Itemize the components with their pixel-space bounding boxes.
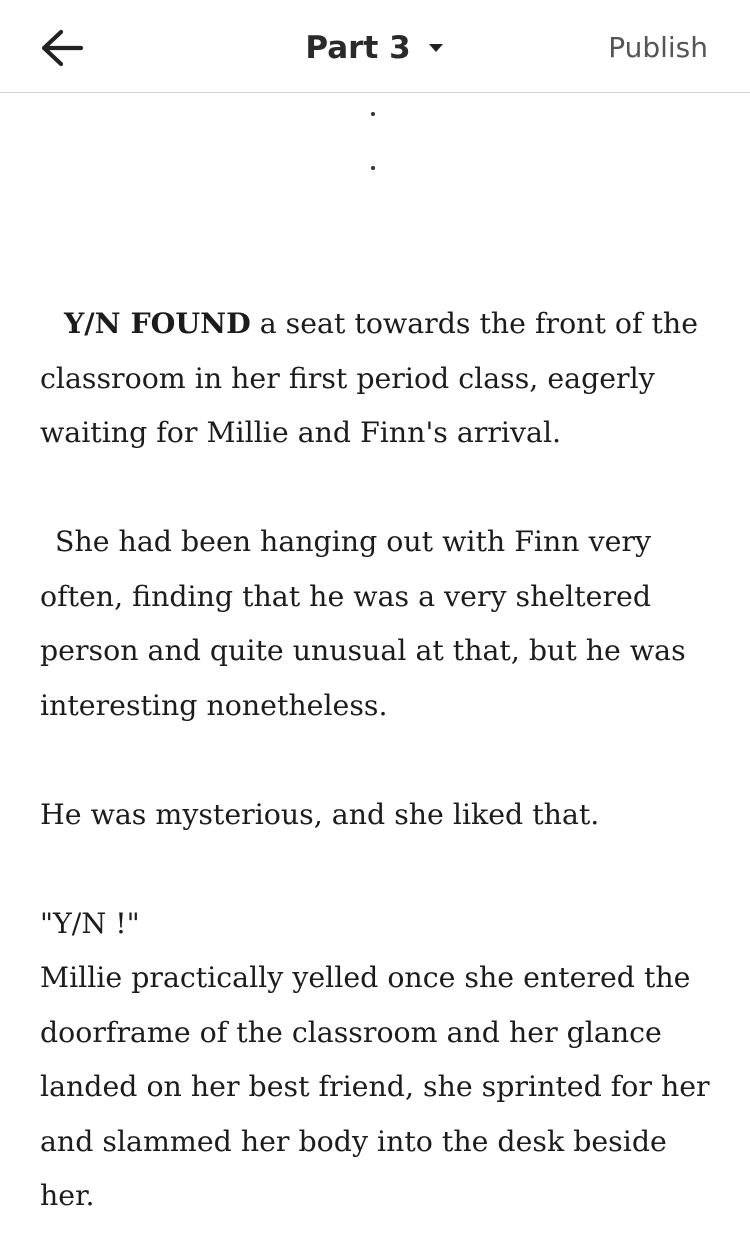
paragraph-text: a seat towards the front of the classroom in her first period class, eagerly waiting for Millie and Finn's arrival. [40,307,699,449]
paragraph-lead-bold: Y/N FOUND [64,306,251,340]
story-paragraph: Millie practically yelled once she entered the doorframe of the classroom and her glance landed on her best friend, she sprinted for her and slammed her body into the desk beside her. [40,961,710,1212]
publish-button[interactable]: Publish [608,31,708,64]
scene-break-dot [371,166,375,170]
dialogue-line: "Y/N !" [40,906,140,940]
caret-down-icon [427,42,445,54]
story-paragraph [40,296,716,461]
scene-break-dot [371,112,375,116]
story-content[interactable] [40,296,716,1224]
top-bar [0,0,750,93]
story-paragraph: She had been hanging out with Finn very often, finding that he was a very sheltered person and quite unusual at that, but he was interesting nonetheless. [40,525,686,722]
part-title: Part 3 [305,30,411,66]
story-paragraph: He was mysterious, and she liked that. [40,797,600,831]
